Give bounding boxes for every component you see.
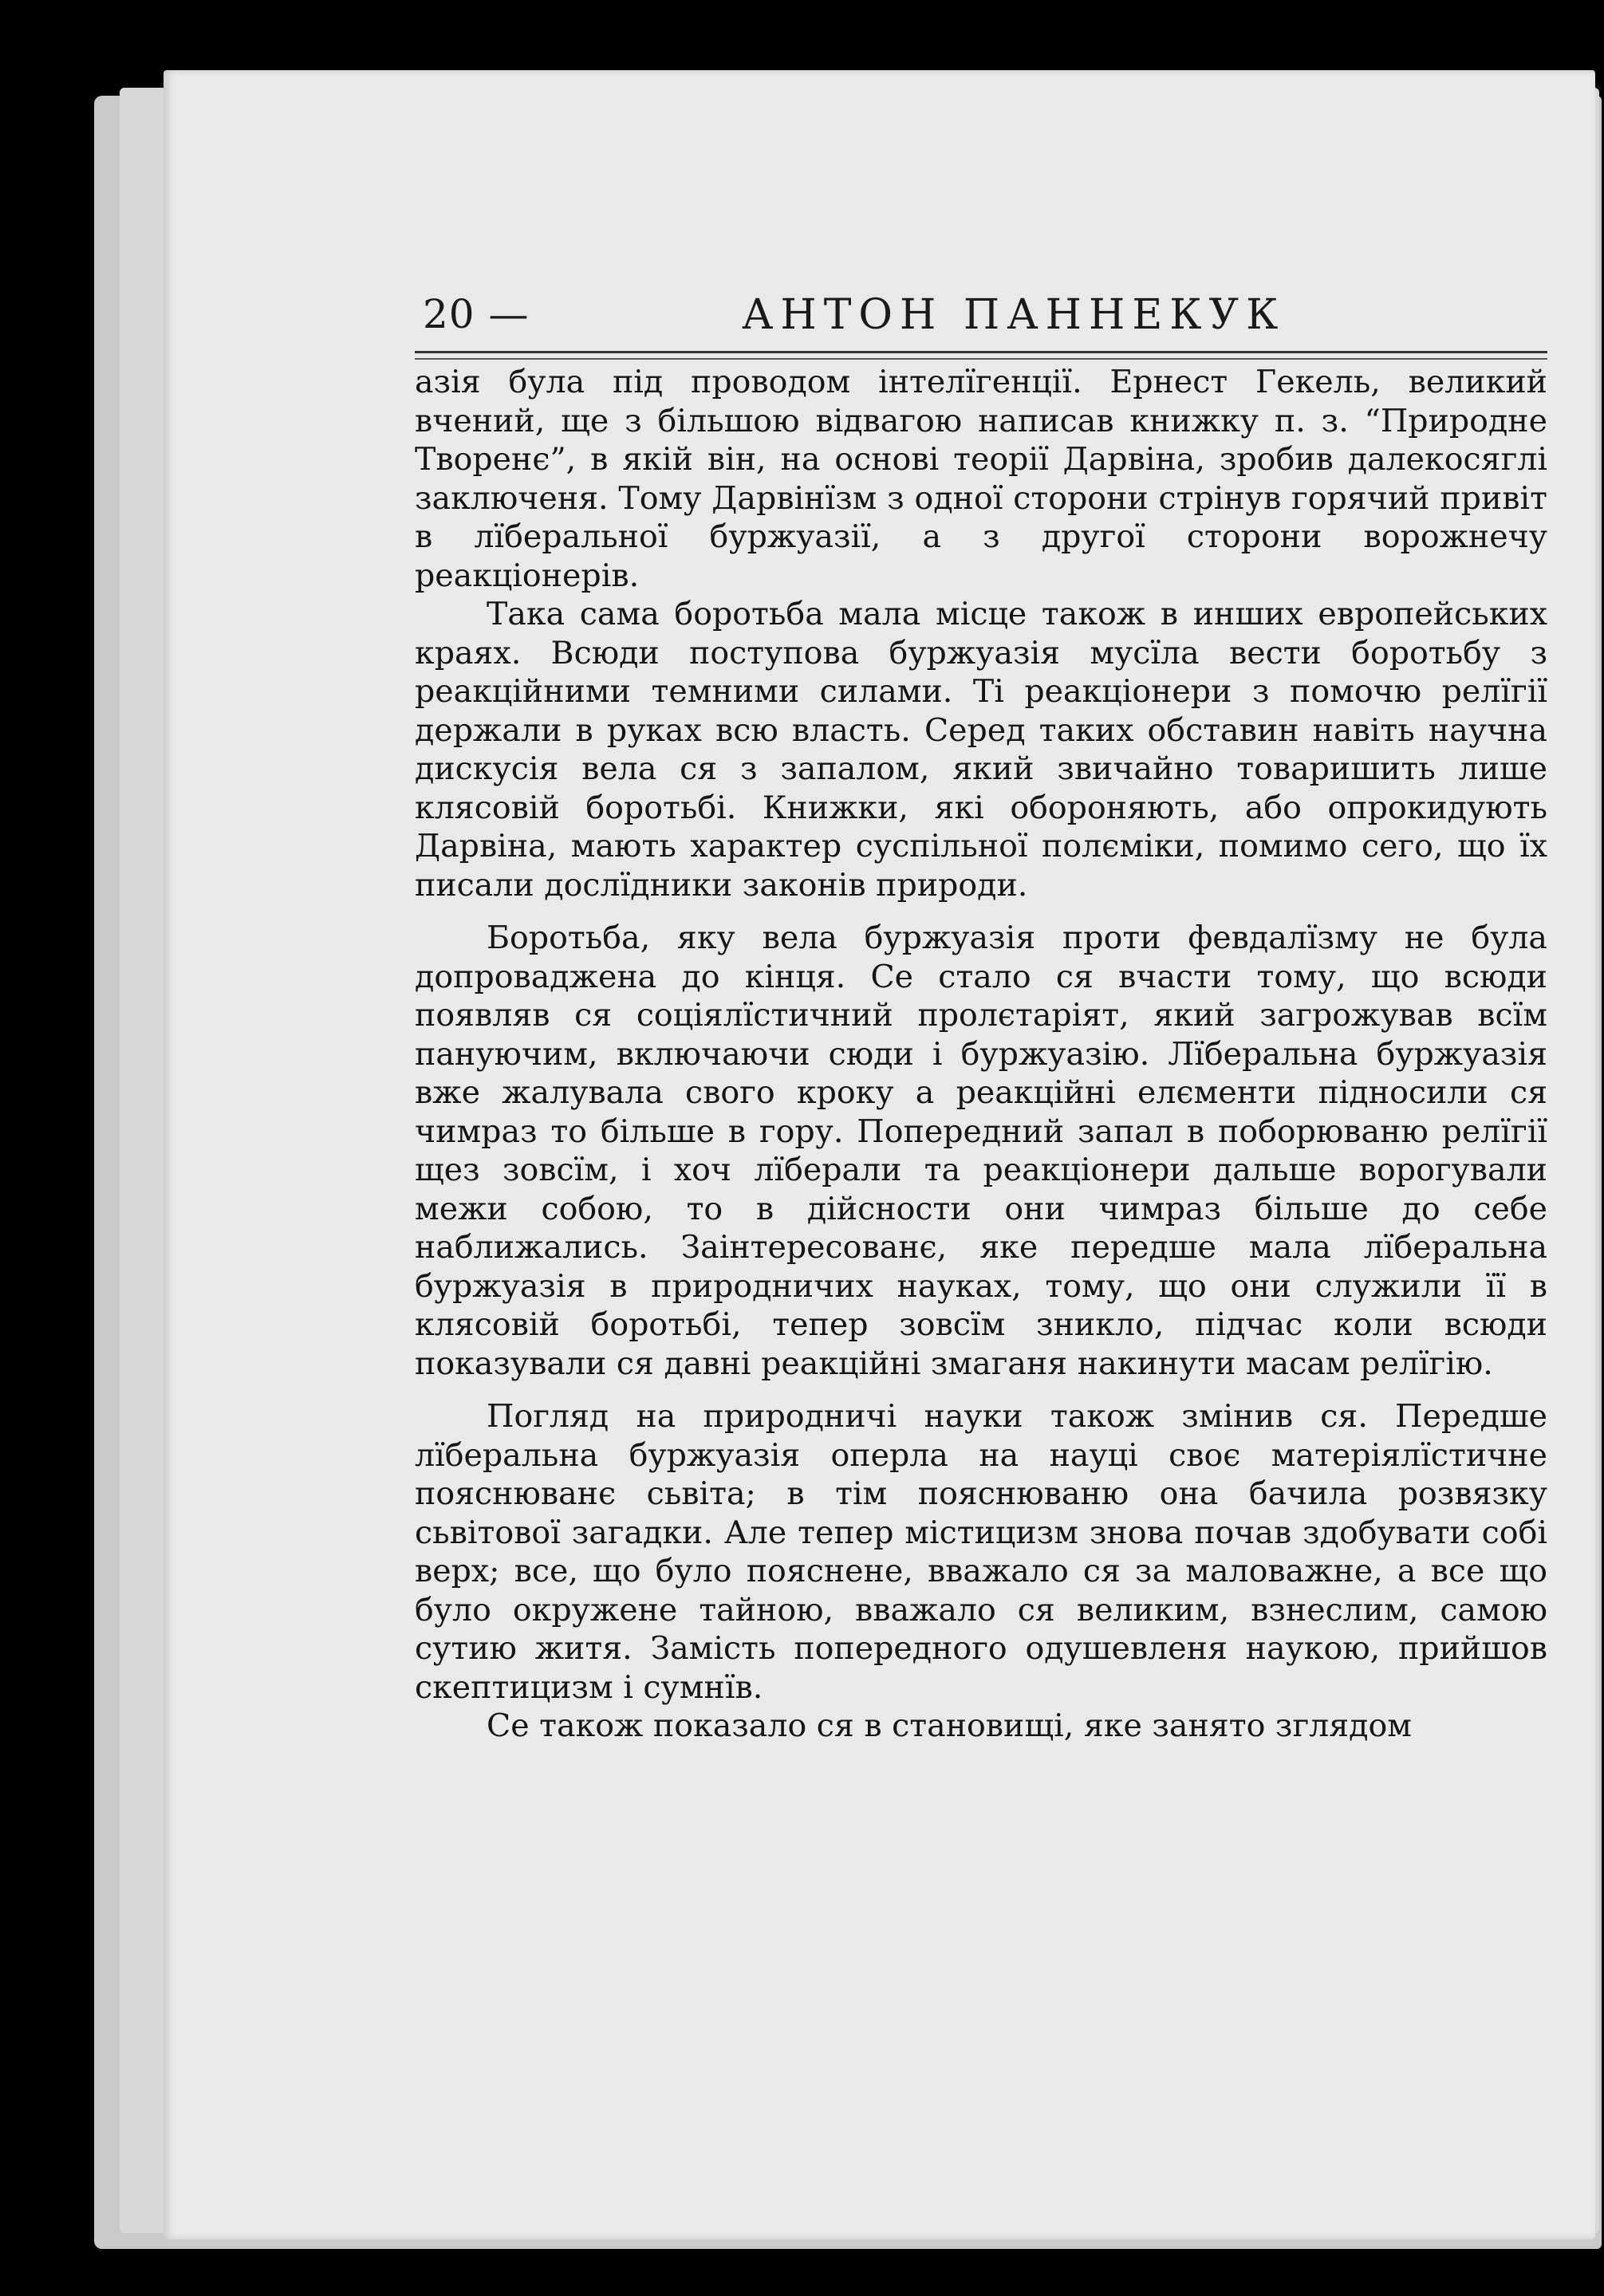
body-text: [415, 363, 1547, 1746]
page-header: [255, 291, 1531, 347]
paragraph-2: Така сама боротьба мала місце також в инших европейських краях. Всюди поступова буржуазія мусїла вести боротьбу з реакційними темними силами. Ті реакціонери з помочю релїгії держали в руках всю власть. Серед таких обставин навіть научна дискусія вела ся з запалом, який звичайно товаришить лише клясовій боротьбі. Книжки, які обороняють, або опрокидують Дарвіна, мають характер суспільної полєміки, помимо сего, що їх писали дослїдники законів природи.: [415, 596, 1547, 904]
running-title: АНТОН ПАННЕКУК: [742, 291, 1286, 339]
paragraph-1: азія була під проводом інтелїгенції. Ернест Гекель, великий вчений, ще з більшою відвагою написав книжку п. з. “Природне Творенє”, в якій він, на основі теорії Дарвіна, зробив далекосяглі заключеня. Тому Дарвінїзм з одної сторони стрінув горячий привіт в лїберальної буржуазії, а з другої сторони ворожнечу реакціонерів.: [415, 364, 1547, 594]
paragraph-3: Боротьба, яку вела буржуазія проти февдалїзму не була допроваджена до кінця. Се стало ся вчасти тому, що всюди появляв ся соціялїстичний пролєтаріят, який загрожував всїм пануючим, включаючи сюди і буржуазію. Лїберальна буржуазія вже жалувала свого кроку а реакційні елєменти підносили ся чимраз то більше в гору. Попередний запал в поборюваню релїгії щез зовсїм, і хоч лїберали та реакціонери дальше ворогували межи собою, то в дійсности они чимраз більше до себе наближались. Заінтересованє, яке передше мала лїберальна буржуазія в природничих науках, тому, що они служили її в клясовій боротьбі, тепер зовсїм зникло, підчас коли всюди показували ся давні реакційні змаганя накинути масам релїгію.: [415, 920, 1547, 1382]
header-rule: [415, 351, 1547, 360]
paragraph-4: Погляд на природничі науки також змінив ся. Передше лїберальна буржуазія оперла на науці своє матеріялїстичне пояснюванє сьвіта; в тім пояснюваню она бачила розвязку сьвітової загадки. Але тепер містицизм знова почав здобувати собі верх; все, що було пояснене, вважало ся за маловажне, а все що було окружене тайною, вважало ся великим, взнеслим, самою сутию житя. Замість попередного одушевленя наукою, прийшов скептицизм і сумнїв.: [415, 1398, 1547, 1706]
page-number: 20 —: [423, 291, 530, 337]
paragraph-5: Се також показало ся в становищі, яке занято зглядом: [487, 1707, 1412, 1744]
